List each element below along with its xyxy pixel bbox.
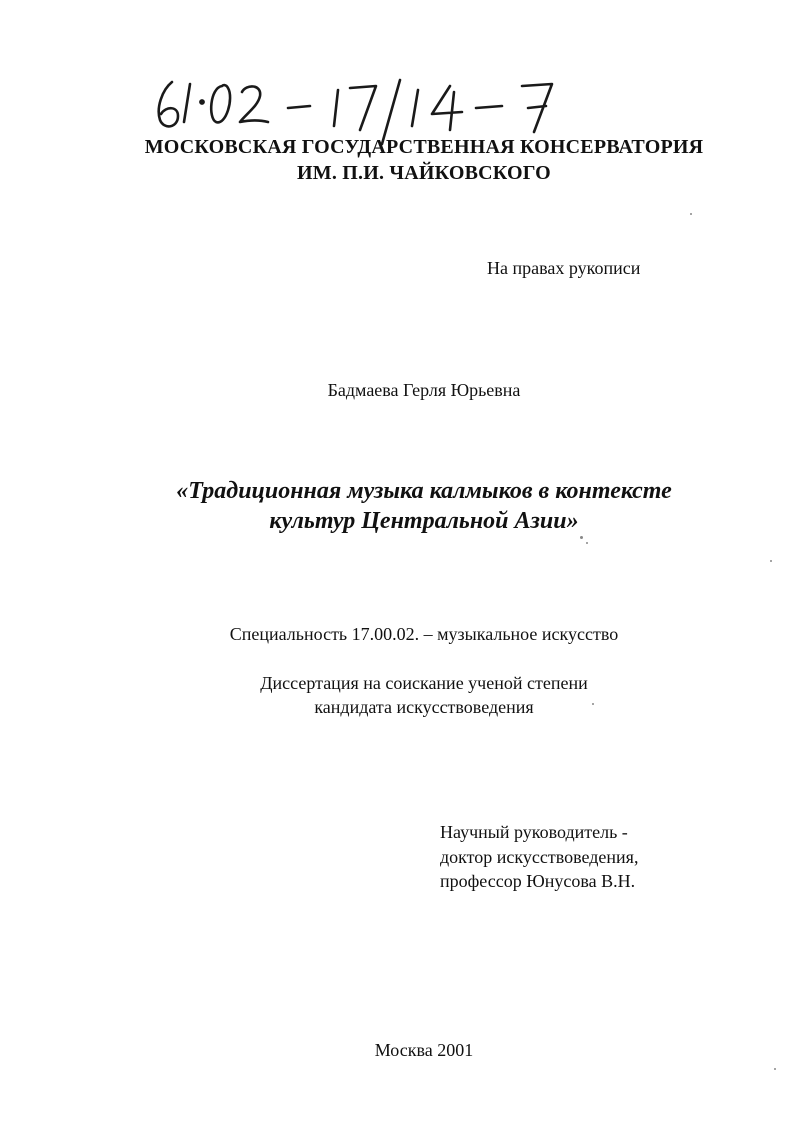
scan-speck <box>586 542 588 544</box>
specialty: Специальность 17.00.02. – музыкальное искусство <box>229 624 619 644</box>
scan-speck <box>770 560 772 562</box>
scan-speck <box>774 1068 776 1070</box>
supervisor-line-1: Научный руководитель - <box>440 822 628 842</box>
scan-speck <box>592 703 594 705</box>
institution-line-1: МОСКОВСКАЯ ГОСУДАРСТВЕННАЯ КОНСЕРВАТОРИЯ <box>144 136 704 158</box>
scan-speck <box>580 536 583 539</box>
supervisor-line-3: профессор Юнусова В.Н. <box>440 871 636 891</box>
institution-line-2: ИМ. П.И. ЧАЙКОВСКОГО <box>297 162 551 184</box>
rights-note: На правах рукописи <box>487 258 641 278</box>
supervisor-line-2: доктор искусствоведения, <box>440 847 639 867</box>
dissertation-title-line-1: «Традиционная музыка калмыков в контексте <box>176 478 672 504</box>
degree-line-1: Диссертация на соискание ученой степени <box>260 673 588 693</box>
dissertation-title-line-2: культур Центральной Азии» <box>269 508 579 534</box>
place-and-year: Москва 2001 <box>374 1040 474 1060</box>
scan-speck <box>690 213 692 215</box>
degree-line-2: кандидата искусствоведения <box>314 697 534 717</box>
author-name: Бадмаева Герля Юрьевна <box>327 380 521 400</box>
